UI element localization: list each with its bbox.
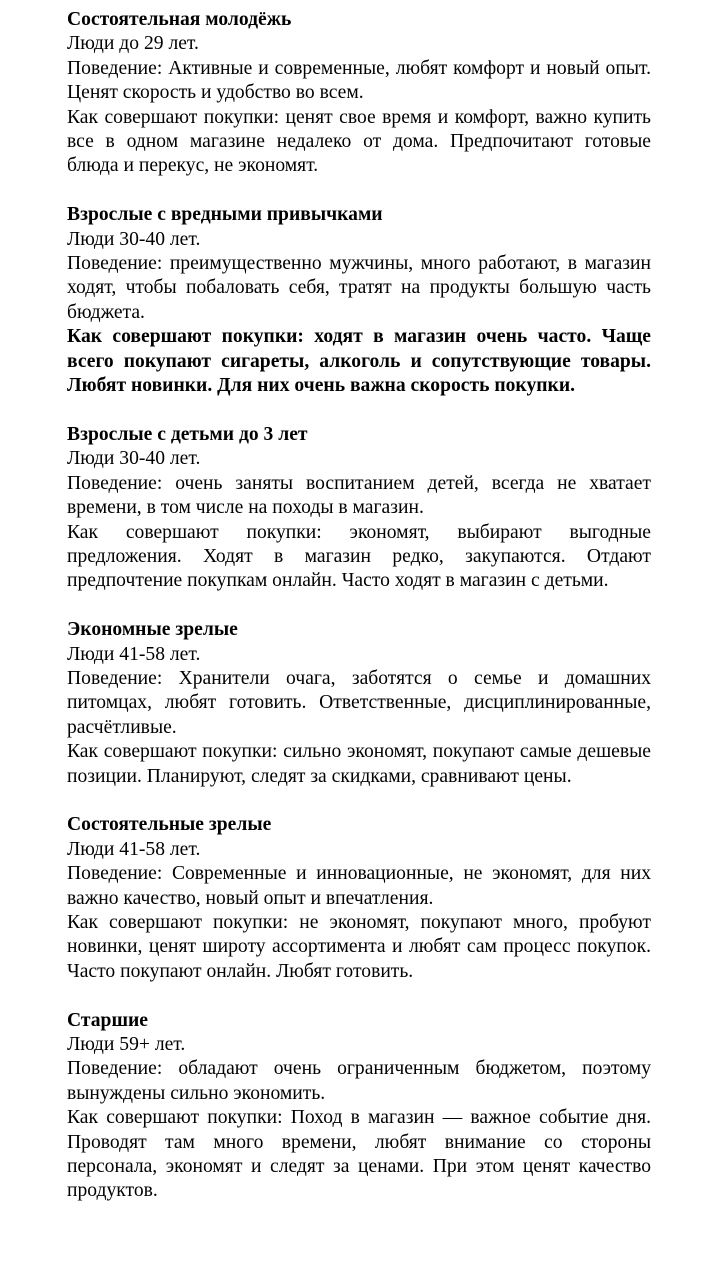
segment-wealthy-mature [67,813,651,984]
segment-age: Люди 41-58 лет. [67,643,201,665]
segment-behavior: Поведение: обладают очень ограниченным бюджетом, поэтому вынуждены сильно экономить. [67,1058,651,1104]
segment-behavior: Поведение: Хранители очага, заботятся о семье и домашних питомцах, любят готовить. Ответственные, дисциплинированные, расчётливые. [67,667,651,738]
segment-title: Взрослые с вредными привычками [67,204,383,226]
segment-title: Взрослые с детьми до 3 лет [67,423,308,445]
segment-age: Люди 30-40 лет. [67,228,201,250]
segment-age: Люди 30-40 лет. [67,448,201,470]
segment-adults-bad-habits [67,203,651,398]
segment-age: Люди до 29 лет. [67,33,199,55]
segment-behavior: Поведение: Современные и инновационные, не экономят, для них важно качество, новый опыт и впечатления. [67,863,651,909]
segment-shopping: Как совершают покупки: Поход в магазин — важное событие дня. Проводят там много времени, любят внимание со стороны персонала, экономят и следят за ценами. При этом ценят качество продуктов. [67,1107,651,1202]
segment-title: Старшие [67,1009,148,1031]
segment-seniors [67,1009,651,1204]
segment-title: Состоятельные зрелые [67,814,272,836]
segment-frugal-mature [67,618,651,789]
segment-age: Люди 41-58 лет. [67,838,201,860]
segment-shopping: Как совершают покупки: экономят, выбирают выгодные предложения. Ходят в магазин редко, закупаются. Отдают предпочтение покупкам онлайн. Часто ходят в магазин с детьми. [67,521,651,592]
segment-behavior: Поведение: преимущественно мужчины, много работают, в магазин ходят, чтобы побаловать себя, тратят на продукты большую часть бюджета. [67,253,651,323]
segment-age: Люди 59+ лет. [67,1033,186,1055]
segment-shopping: Как совершают покупки: ходят в магазин очень часто. Чаще всего покупают сигареты, алкоголь и сопутствующие товары. Любят новинки. Для них очень важна скорость покупки. [67,326,651,397]
segment-title: Экономные зрелые [67,619,238,641]
segment-shopping: Как совершают покупки: сильно экономят, покупают самые дешевые позиции. Планируют, следят за скидками, сравнивают цены. [67,741,651,787]
segment-title: Состоятельная молодёжь [67,9,292,30]
segment-behavior: Поведение: Активные и современные, любят комфорт и новый опыт. Ценят скорость и удобство во всем. [67,57,651,104]
segment-shopping: Как совершают покупки: ценят свое время и комфорт, важно купить все в одном магазине недалеко от дома. Предпочитают готовые блюда и перекус, не экономят. [67,106,651,177]
segment-adults-with-toddlers [67,423,651,594]
segment-shopping: Как совершают покупки: не экономят, покупают много, пробуют новинки, ценят широту ассортимента и любят сам процесс покупок. Часто покупают онлайн. Любят готовить. [67,911,651,982]
document-page [67,8,651,1228]
segment-behavior: Поведение: очень заняты воспитанием детей, всегда не хватает времени, в том числе на походы в магазин. [67,472,651,519]
segment-wealthy-youth [67,8,651,179]
